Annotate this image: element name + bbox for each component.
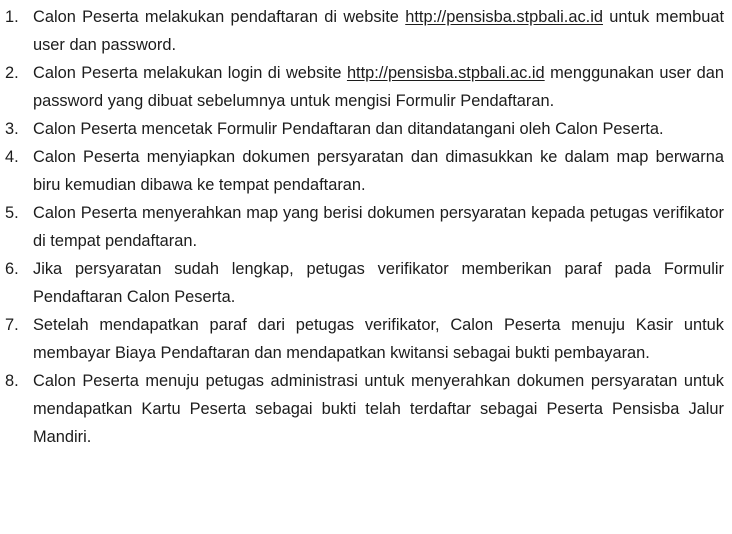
- step-item-7: [4, 311, 724, 367]
- website-link[interactable]: http://pensisba.stpbali.ac.id: [405, 8, 603, 26]
- step-number: 3.: [5, 120, 19, 138]
- step-text: Calon Peserta melakukan login di website: [33, 64, 347, 82]
- step-number: 5.: [5, 204, 19, 222]
- registration-steps-list: [4, 3, 724, 451]
- step-text: Calon Peserta menuju petugas administrasi untuk menyerahkan dokumen persyaratan untuk mendapatkan Kartu Peserta sebagai bukti telah terdaftar sebagai Peserta Pensisba Jalur Mandiri.: [33, 372, 724, 446]
- step-item-3: [4, 115, 724, 143]
- step-item-1: [4, 3, 724, 59]
- step-item-5: [4, 199, 724, 255]
- step-number: 2.: [5, 64, 19, 82]
- step-text-continued: untuk membuat user dan password.: [33, 8, 724, 54]
- step-text: Jika persyaratan sudah lengkap, petugas verifikator memberikan paraf pada Formulir Pendaftaran Calon Peserta.: [33, 260, 724, 306]
- website-link[interactable]: http://pensisba.stpbali.ac.id: [346, 64, 545, 82]
- step-text-continued: menggunakan user dan password yang dibuat sebelumnya untuk mengisi Formulir Pendaftaran.: [33, 64, 724, 110]
- step-item-4: [4, 143, 724, 199]
- step-number: 8.: [5, 372, 19, 390]
- step-number: 7.: [5, 316, 19, 334]
- step-item-2: [4, 59, 724, 115]
- step-number: 4.: [5, 148, 19, 166]
- step-text: Calon Peserta menyerahkan map yang berisi dokumen persyaratan kepada petugas verifikator di tempat pendaftaran.: [33, 204, 724, 250]
- step-number: 1.: [5, 8, 19, 26]
- step-number: 6.: [5, 260, 19, 278]
- step-text: Calon Peserta mencetak Formulir Pendaftaran dan ditandatangani oleh Calon Peserta.: [33, 120, 664, 138]
- step-text: Calon Peserta menyiapkan dokumen persyaratan dan dimasukkan ke dalam map berwarna biru kemudian dibawa ke tempat pendaftaran.: [33, 148, 724, 194]
- step-item-8: [4, 367, 724, 451]
- step-text: Setelah mendapatkan paraf dari petugas verifikator, Calon Peserta menuju Kasir untuk membayar Biaya Pendaftaran dan mendapatkan kwitansi sebagai bukti pembayaran.: [33, 316, 724, 362]
- step-item-6: [4, 255, 724, 311]
- step-text: Calon Peserta melakukan pendaftaran di website: [33, 8, 406, 26]
